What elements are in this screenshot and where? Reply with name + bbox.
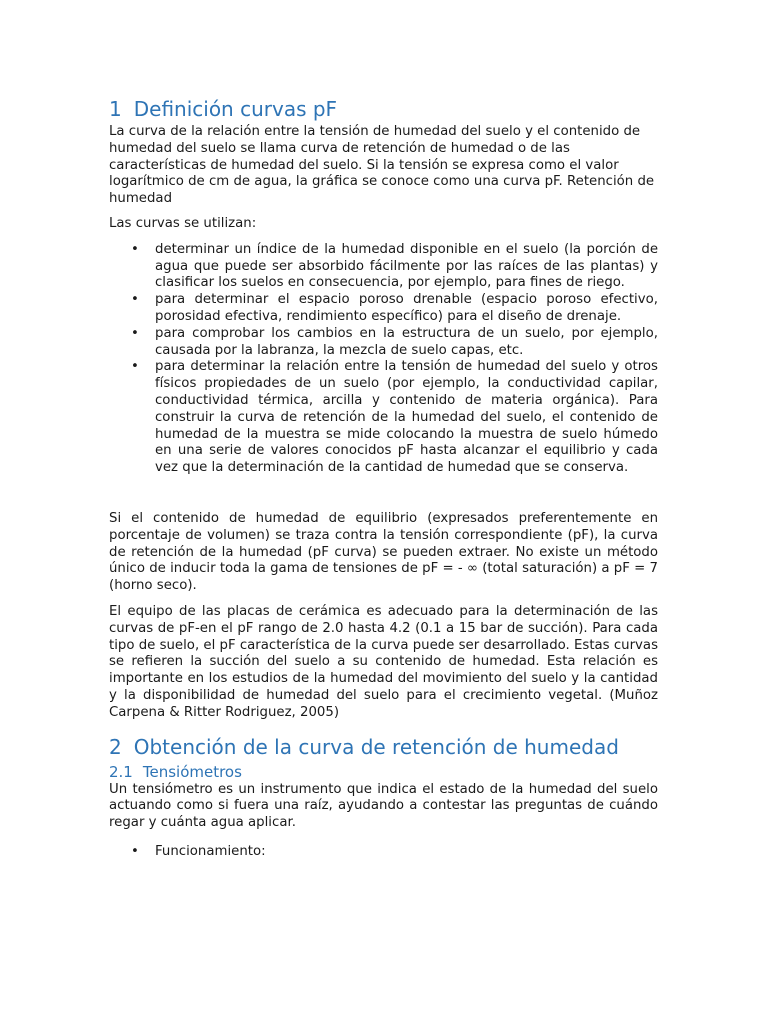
equilibrium-paragraph: Si el contenido de humedad de equilibrio (expresados preferentemente en porcentaje de volumen) se traza contra la tensión correspondiente (pF), la curva de retención de la humedad (pF curva) se pueden extraer. No existe un método único de inducir toda la gama de tensiones de pF = - ∞ (total saturación) a pF = 7 (horno seco). — [109, 510, 658, 594]
bullet-icon: • — [131, 843, 139, 859]
bullet-icon: • — [131, 325, 139, 341]
ceramic-paragraph: El equipo de las placas de cerámica es adecuado para la determinación de las curvas de pF-en el pF rango de 2.0 hasta 4.2 (0.1 a 15 bar de succión). Para cada tipo de suelo, el pF característica de la curva puede ser desarrollado. Estas curvas se refieren la succión del suelo a su contenido de humedad. Esta relación es importante en los estudios de la humedad del movimiento del suelo y la cantidad y la disponibilidad de humedad del suelo para el crecimiento vegetal. (Muñoz Carpena & Ritter Rodriguez, 2005) — [109, 603, 658, 720]
section-1-heading — [109, 96, 658, 122]
section-1-number: 1 — [109, 97, 122, 121]
tensiometer-list — [109, 844, 658, 861]
uses-list — [109, 242, 658, 477]
list-item: • para determinar el espacio poroso drenable (espacio poroso efectivo, porosidad efectiva, rendimiento específico) para el diseño de drenaje. — [131, 292, 658, 324]
list-item: • Funcionamiento: — [131, 843, 266, 859]
bullet-icon: • — [131, 241, 139, 257]
subsection-2-1-title: Tensiómetros — [142, 762, 242, 781]
section-2-number: 2 — [109, 734, 122, 759]
section-1-title: Definición curvas pF — [133, 97, 338, 121]
bullet-icon: • — [131, 292, 139, 308]
bullet-icon: • — [131, 359, 139, 375]
section-2-title: Obtención de la curva de retención de humedad — [133, 734, 619, 759]
uses-intro: Las curvas se utilizan: — [109, 215, 257, 231]
subsection-2-1-number: 2.1 — [109, 762, 133, 781]
tensiometer-paragraph: Un tensiómetro es un instrumento que indica el estado de la humedad del suelo actuando como si fuera una raíz, ayudando a contestar las preguntas de cuándo regar y cuánta agua aplicar. — [109, 781, 658, 831]
list-item: • para determinar la relación entre la tensión de humedad del suelo y otros físicos propiedades de un suelo (por ejemplo, la conductividad capilar, conductividad térmica, arcilla y contenido de materia orgánica). Para construir la curva de retención de la humedad del suelo, el contenido de humedad de la muestra se mide colocando la muestra de suelo húmedo en una serie de valores conocidos pF hasta alcanzar el equilibrio y cada vez que la determinación de la cantidad de humedad que se conserva. — [131, 359, 658, 476]
list-item: • determinar un índice de la humedad disponible en el suelo (la porción de agua que puede ser absorbido fácilmente por las raíces de las plantas) y clasificar los suelos en consecuencia, por ejemplo, para fines de riego. — [131, 241, 658, 291]
subsection-2-1-heading — [109, 762, 658, 782]
section-2-heading — [109, 734, 658, 760]
section-1-intro: La curva de la relación entre la tensión de humedad del suelo y el contenido de humedad del suelo se llama curva de retención de humedad o de las características de humedad del suelo. Si la tensión se expresa como el valor logarítmico de cm de agua, la gráfica se conoce como una curva pF. Retención de humedad — [109, 124, 655, 207]
list-item: • para comprobar los cambios en la estructura de un suelo, por ejemplo, causada por la labranza, la mezcla de suelo capas, etc. — [131, 325, 658, 358]
document-page — [109, 96, 658, 861]
